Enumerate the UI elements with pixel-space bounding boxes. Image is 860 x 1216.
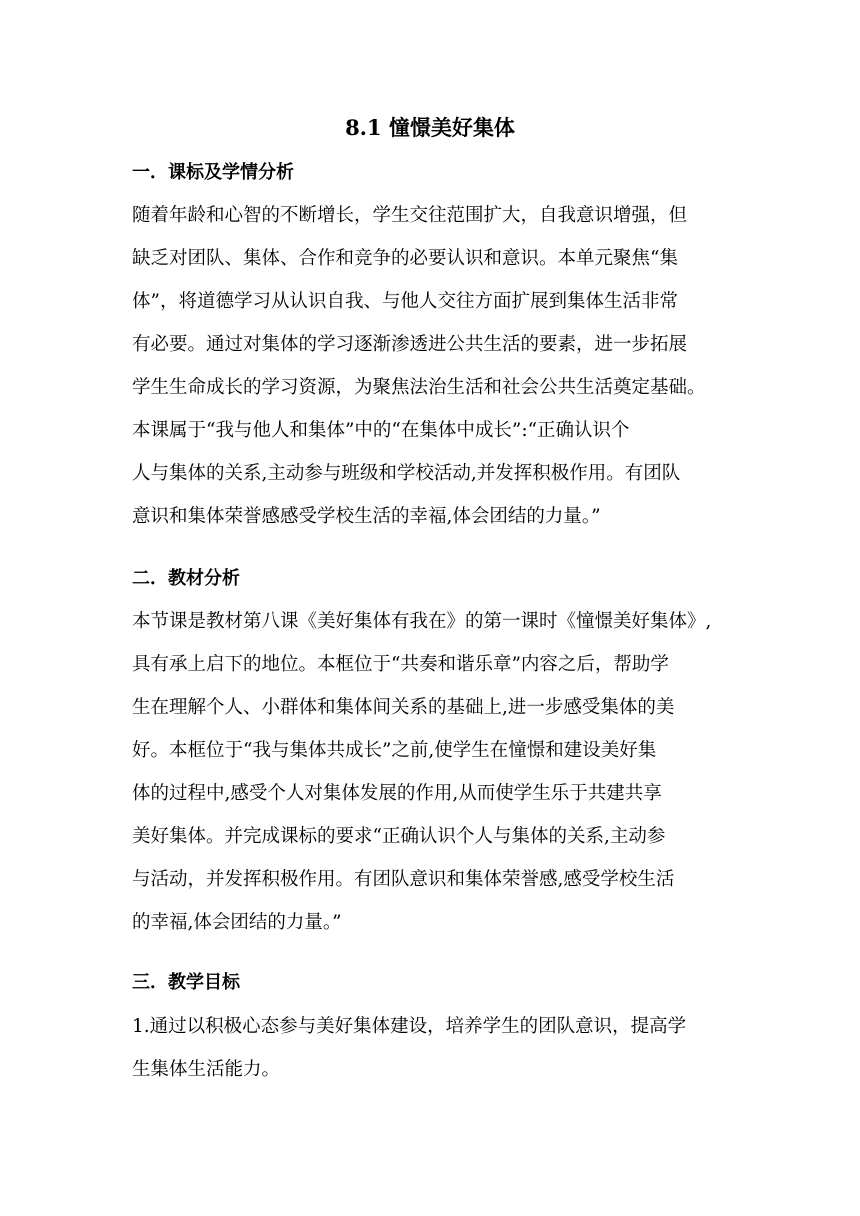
section-paragraph-standards-analysis [132,194,752,538]
text-line: 本课属于“我与他人和集体”中的“在集体中成长”:“正确认识个 [132,420,630,441]
text-line: 生集体生活能力。 [132,1059,281,1080]
text-line: 美好集体。并完成课标的要求“正确认识个人与集体的关系,主动参 [132,826,666,847]
text-line: 本节课是教材第八课《美好集体有我在》的第一课时《憧憬美好集体》, [132,611,712,632]
text-line: 有必要。通过对集体的学习逐渐渗透进公共生活的要素，进一步拓展 [132,334,688,355]
section-heading-textbook-analysis: 二．教材分析 [132,568,240,589]
text-line: 好。本框位于“我与集体共成长”之前,使学生在憧憬和建设美好集 [132,740,657,761]
section-paragraph-teaching-objectives [132,1005,752,1091]
text-line: 体的过程中,感受个人对集体发展的作用,从而使学生乐于共建共享 [132,783,662,804]
text-line: 缺乏对团队、集体、合作和竞争的必要认识和意识。本单元聚焦“集 [132,248,678,269]
text-line: 人与集体的关系,主动参与班级和学校活动,并发挥积极作用。有团队 [132,463,681,484]
text-line: 体”，将道德学习从认识自我、与他人交往方面扩展到集体生活非常 [132,291,678,312]
text-line: 意识和集体荣誉感感受学校生活的幸福,体会团结的力量。” [132,506,601,527]
text-line: 与活动，并发挥积极作用。有团队意识和集体荣誉感,感受学校生活 [132,869,675,890]
document-title: 8.1 憧憬美好集体 [345,115,515,140]
section-paragraph-textbook-analysis [132,600,752,944]
text-line: 学生生命成长的学习资源，为聚焦法治生活和社会公共生活奠定基础。 [132,377,706,398]
section-heading-standards-analysis: 一．课标及学情分析 [132,162,294,183]
section-heading-teaching-objectives: 三．教学目标 [132,972,240,993]
text-line: 具有承上启下的地位。本框位于“共奏和谐乐章”内容之后，帮助学 [132,654,669,675]
text-line: 的幸福,体会团结的力量。” [132,912,342,933]
text-line: 1.通过以积极心态参与美好集体建设，培养学生的团队意识，提高学 [132,1016,687,1037]
text-line: 随着年龄和心智的不断增长，学生交往范围扩大，自我意识增强，但 [132,205,688,226]
text-line: 生在理解个人、小群体和集体间关系的基础上,进一步感受集体的美 [132,697,675,718]
